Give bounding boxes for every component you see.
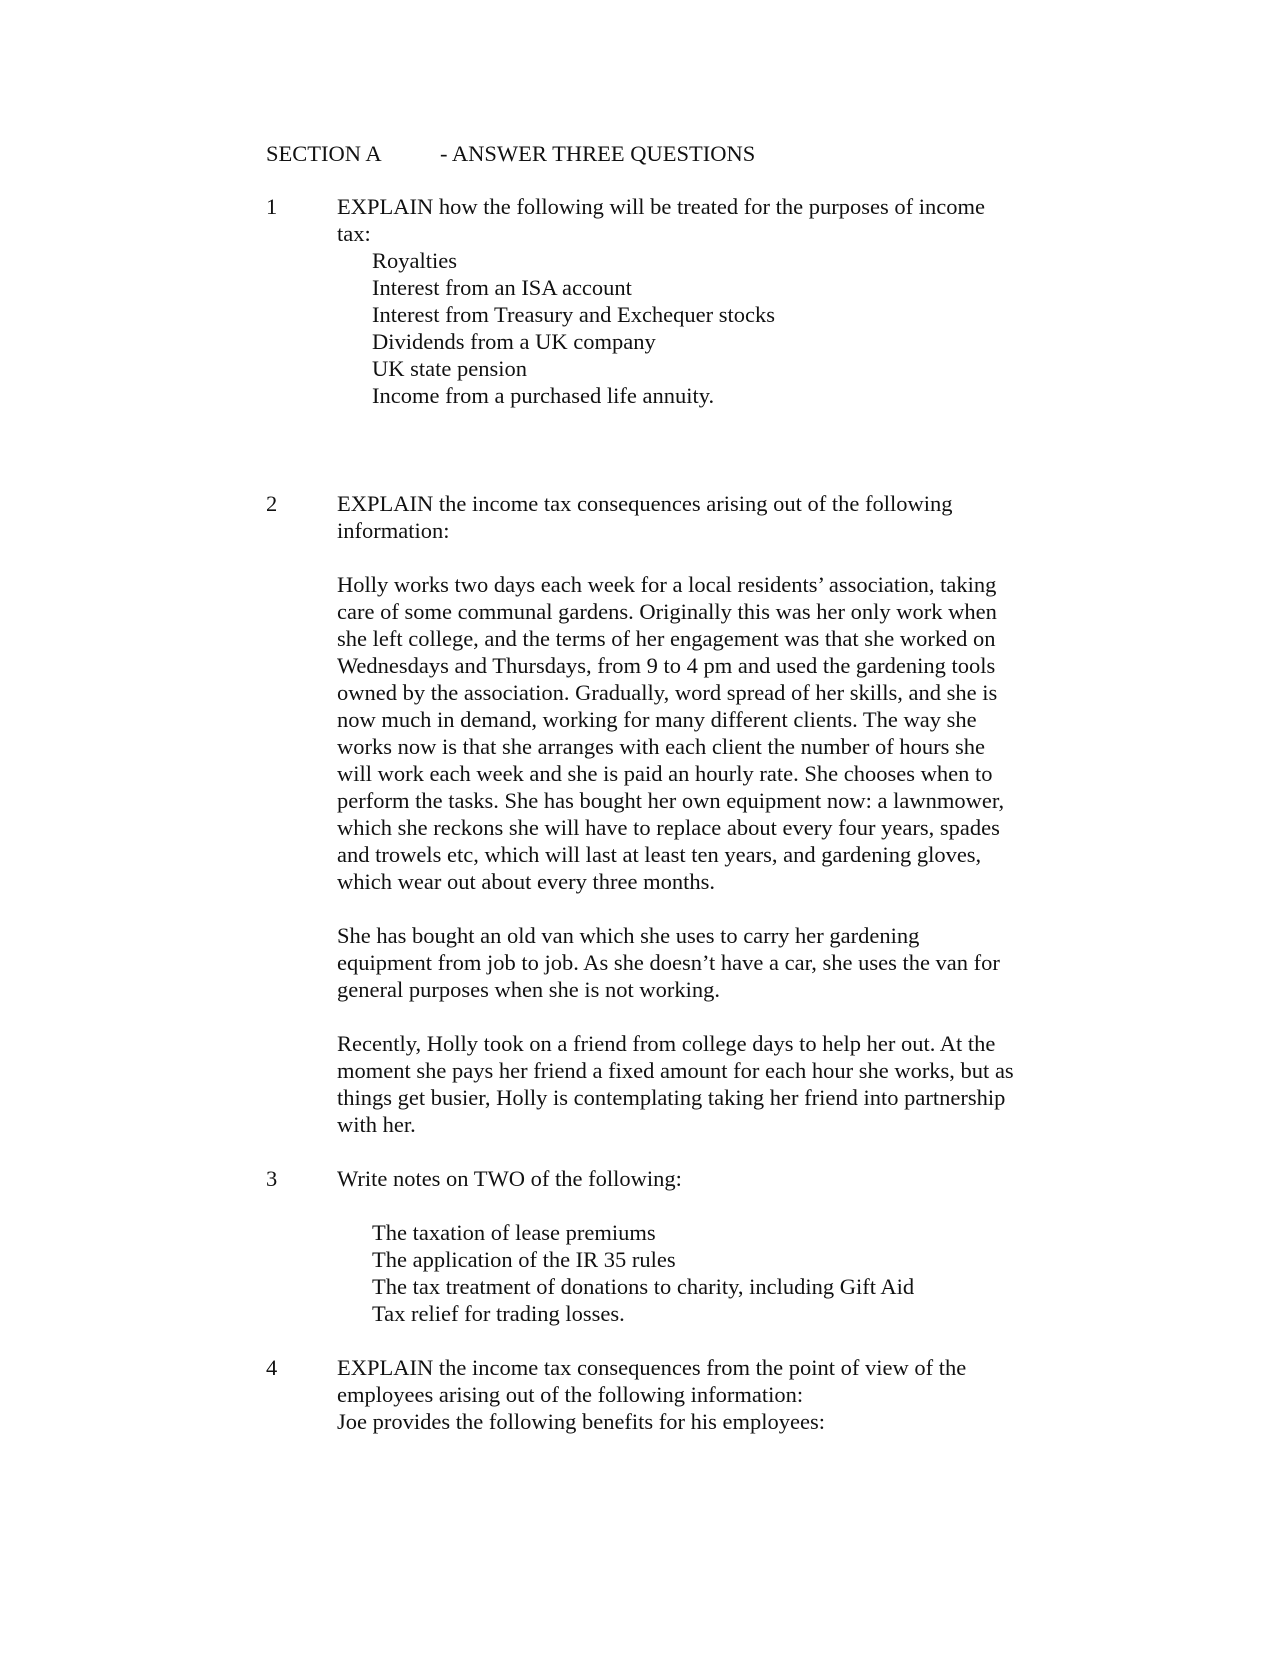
question-2-intro-line: information:: [337, 518, 450, 543]
question-2-paragraph-line: which she reckons she will have to replace about every four years, spades: [337, 815, 1000, 840]
question-2-paragraph-line: and trowels etc, which will last at least ten years, and gardening gloves,: [337, 842, 982, 867]
question-1-item: Interest from an ISA account: [372, 275, 632, 300]
question-2-paragraph-line: Recently, Holly took on a friend from college days to help her out. At the: [337, 1031, 996, 1056]
question-1-item: UK state pension: [372, 356, 527, 381]
question-3-intro-line: Write notes on TWO of the following:: [337, 1166, 682, 1191]
question-4-intro-line: Joe provides the following benefits for his employees:: [337, 1409, 826, 1434]
question-2-paragraph-line: moment she pays her friend a fixed amount for each hour she works, but as: [337, 1058, 1014, 1083]
question-1-item: Income from a purchased life annuity.: [372, 383, 715, 408]
question-4-intro-line: EXPLAIN the income tax consequences from the point of view of the: [337, 1355, 967, 1380]
question-1-item: Interest from Treasury and Exchequer stocks: [372, 302, 776, 327]
question-2-paragraph-line: will work each week and she is paid an hourly rate. She chooses when to: [337, 761, 993, 786]
question-4-intro-line: employees arising out of the following information:: [337, 1382, 804, 1407]
question-4-number: 4: [266, 1355, 278, 1380]
question-2-paragraph-line: perform the tasks. She has bought her own equipment now: a lawnmower,: [337, 788, 1005, 813]
question-3-item: The tax treatment of donations to charity, including Gift Aid: [372, 1274, 915, 1299]
section-instruction: - ANSWER THREE QUESTIONS: [440, 141, 756, 166]
question-1-intro-line: tax:: [337, 221, 371, 246]
question-2-number: 2: [266, 491, 278, 516]
question-3-item: Tax relief for trading losses.: [372, 1301, 625, 1326]
question-2-paragraph-line: with her.: [337, 1112, 416, 1137]
question-3-number: 3: [266, 1166, 278, 1191]
question-2-paragraph-line: she left college, and the terms of her engagement was that she worked on: [337, 626, 996, 651]
question-2-paragraph-line: equipment from job to job. As she doesn’t have a car, she uses the van for: [337, 950, 1000, 975]
question-2-paragraph-line: owned by the association. Gradually, word spread of her skills, and she is: [337, 680, 998, 705]
question-2-paragraph-line: works now is that she arranges with each client the number of hours she: [337, 734, 985, 759]
question-2-paragraph-line: Holly works two days each week for a local residents’ association, taking: [337, 572, 997, 597]
question-1-item: Dividends from a UK company: [372, 329, 656, 354]
question-2-intro-line: EXPLAIN the income tax consequences arising out of the following: [337, 491, 953, 516]
question-2-paragraph-line: She has bought an old van which she uses to carry her gardening: [337, 923, 920, 948]
question-1-item: Royalties: [372, 248, 457, 273]
question-2-paragraph-line: general purposes when she is not working.: [337, 977, 721, 1002]
question-1-intro-line: EXPLAIN how the following will be treated for the purposes of income: [337, 194, 985, 219]
question-2-paragraph-line: Wednesdays and Thursdays, from 9 to 4 pm and used the gardening tools: [337, 653, 996, 678]
question-2-paragraph-line: now much in demand, working for many different clients. The way she: [337, 707, 977, 732]
question-2-paragraph-line: things get busier, Holly is contemplating taking her friend into partnership: [337, 1085, 1006, 1110]
section-title: SECTION A: [266, 141, 382, 166]
question-2-paragraph-line: care of some communal gardens. Originally this was her only work when: [337, 599, 997, 624]
question-1-number: 1: [266, 194, 278, 219]
question-3-item: The taxation of lease premiums: [372, 1220, 656, 1245]
question-3-item: The application of the IR 35 rules: [372, 1247, 676, 1272]
question-2-paragraph-line: which wear out about every three months.: [337, 869, 716, 894]
